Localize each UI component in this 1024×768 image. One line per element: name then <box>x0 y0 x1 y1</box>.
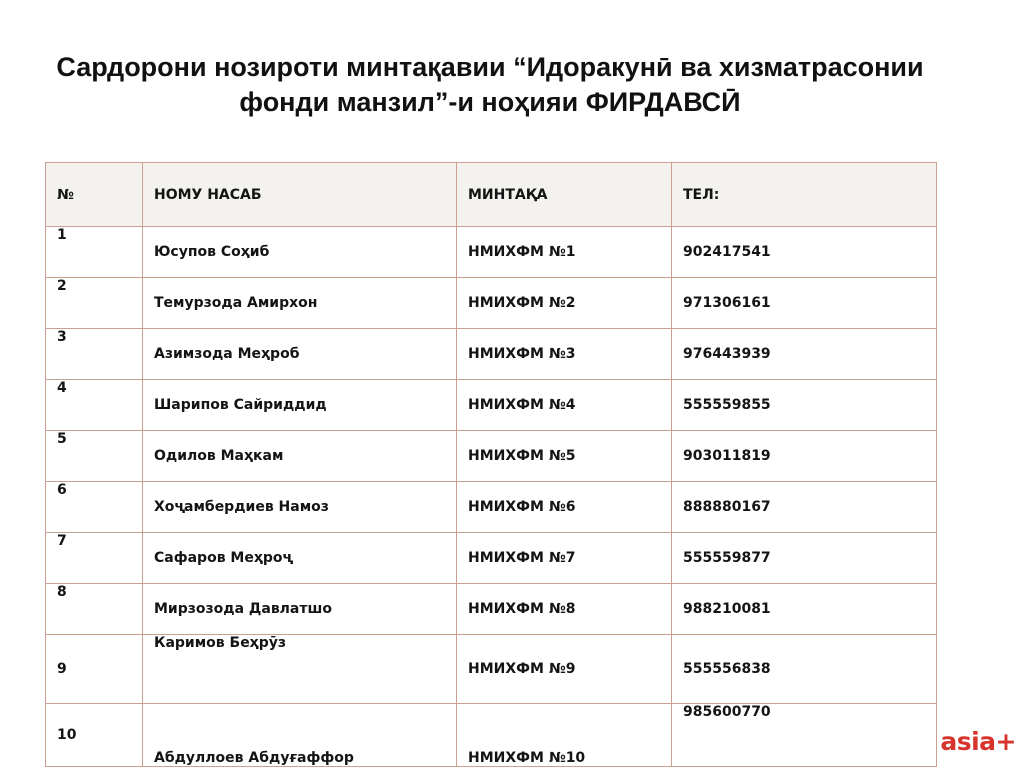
row-number: 6 <box>46 482 143 533</box>
title-line-2: фонди манзил”-и ноҳияи ФИРДАВСӢ <box>239 87 741 117</box>
row-phone: 903011819 <box>672 431 937 482</box>
row-number: 9 <box>46 635 143 704</box>
row-region: НМИХФМ №3 <box>457 329 672 380</box>
row-name: Мирзозода Давлатшо <box>143 584 457 635</box>
row-number: 8 <box>46 584 143 635</box>
header-row <box>46 163 937 227</box>
row-name: Темурзода Амирхон <box>143 278 457 329</box>
row-region: НМИХФМ №6 <box>457 482 672 533</box>
page-title <box>0 50 980 120</box>
row-region: НМИХФМ №7 <box>457 533 672 584</box>
row-name: Одилов Маҳкам <box>143 431 457 482</box>
table-header <box>46 163 937 227</box>
title-line-1: Сардорони нозироти минтақавии “Идоракунӣ ва хизматрасонии <box>56 52 924 82</box>
row-phone: 555559855 <box>672 380 937 431</box>
contacts-table <box>45 162 937 767</box>
table-body <box>46 227 937 767</box>
row-region: НМИХФМ №5 <box>457 431 672 482</box>
header-number: № <box>46 163 143 227</box>
row-name: Шарипов Сайриддид <box>143 380 457 431</box>
row-phone: 555556838 <box>672 635 937 704</box>
row-number: 1 <box>46 227 143 278</box>
row-phone: 971306161 <box>672 278 937 329</box>
table-row <box>46 533 937 584</box>
row-phone: 985600770 <box>672 704 937 767</box>
header-region: МИНТАҚА <box>457 163 672 227</box>
row-name: Абдуллоев Абдуғаффор <box>143 704 457 767</box>
row-phone: 555559877 <box>672 533 937 584</box>
table-row <box>46 329 937 380</box>
table-row <box>46 227 937 278</box>
table-row <box>46 635 937 704</box>
header-phone: ТЕЛ: <box>672 163 937 227</box>
row-region: НМИХФМ №1 <box>457 227 672 278</box>
row-phone: 988210081 <box>672 584 937 635</box>
row-number: 4 <box>46 380 143 431</box>
row-region: НМИХФМ №2 <box>457 278 672 329</box>
row-name: Каримов Беҳрӯз <box>143 635 457 704</box>
row-region: НМИХФМ №9 <box>457 635 672 704</box>
table-row <box>46 380 937 431</box>
row-region: НМИХФМ №10 <box>457 704 672 767</box>
row-region: НМИХФМ №4 <box>457 380 672 431</box>
table-row <box>46 431 937 482</box>
row-region: НМИХФМ №8 <box>457 584 672 635</box>
table-row <box>46 704 937 767</box>
row-number: 3 <box>46 329 143 380</box>
row-number: 7 <box>46 533 143 584</box>
table-row <box>46 278 937 329</box>
row-phone: 902417541 <box>672 227 937 278</box>
asia-plus-logo: asia+ <box>940 727 1016 756</box>
table-row <box>46 482 937 533</box>
row-name: Юсупов Соҳиб <box>143 227 457 278</box>
table-row <box>46 584 937 635</box>
row-phone: 976443939 <box>672 329 937 380</box>
row-phone: 888880167 <box>672 482 937 533</box>
row-name: Сафаров Меҳроҷ <box>143 533 457 584</box>
header-name: НОМУ НАСАБ <box>143 163 457 227</box>
row-number: 5 <box>46 431 143 482</box>
row-number: 2 <box>46 278 143 329</box>
row-number: 10 <box>46 704 143 767</box>
row-name: Азимзода Меҳроб <box>143 329 457 380</box>
row-name: Хоҷамбердиев Намоз <box>143 482 457 533</box>
